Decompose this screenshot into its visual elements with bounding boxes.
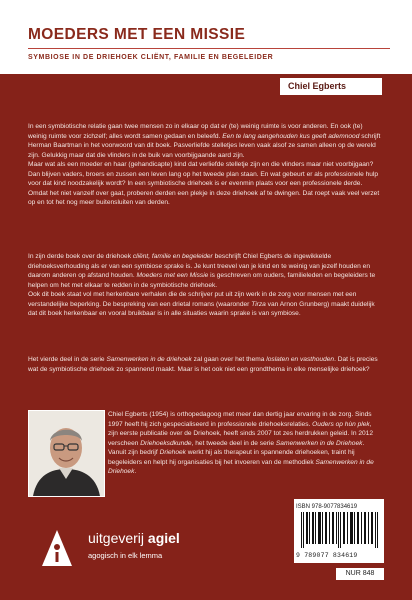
author-bio: Chiel Egberts (1954) is orthopedagoog met meer dan dertig jaar ervaring in de zorg. Sinds 1997 heeft hij zich gespecialiseerd in professionele driehoeksrelaties. Ouders op hùn plek, zijn eerste publicatie over de Driehoek, heeft sinds 2007 tot zes herdrukken geleid. In 2012 verscheen Driehoeksdkunde, het tweede deel in de serie Samenwerken in de Driehoek. Vanuit zijn bedrijf Driehoek werkt hij als therapeut in spannende driehoeken, traint hij begeleiders en helpt hij organisaties bij het invoeren van de methodiek Samenwerken in de Driehoek. [108,411,374,475]
blurb-paragraph: In een symbiotische relatie gaan twee mensen zo in elkaar op dat er (te) weinig ruimte is voor anderen. En ook (te) weinig ruimte voor zichzelf; alles wordt samen gedaan en beleefd. Een te lang aangehouden kus geeft ademnood schrijft Herman Baartman in het voorwoord van dit boek. Pasverliefde stelletjes leven vaak alsof ze samen alleen op de wereld zijn. Gelukkig maar dat die vlinders in de buik van voorbijgaande aard zijn. [28,123,381,159]
blurb-book-description [28,252,382,319]
author-photo [28,410,105,497]
blurb-series-note [28,355,382,374]
title-divider [28,48,390,49]
blurb-paragraph: Ook dit boek staat vol met herkenbare verhalen die de schrijver put uit zijn werk in de zorg voor mensen met een verstandelijke beperking. De bespreking van een drietal romans (waaronder Tirza van Arnon Grunberg) maakt duidelijk dat dit boek herkenbaar en vooral bruikbaar is in alle situaties waarin sprake is van symbiose. [28,291,375,317]
publisher-tagline: agogisch in elk lemma [88,551,163,560]
nur-code: NUR 848 [336,568,384,580]
publisher-name: uitgeverij agiel [88,530,180,546]
cover-header [0,0,412,74]
barcode-number: 9 789077 834619 [296,552,358,559]
blurb-paragraph: Maar wat als een moeder en haar (gehandicapte) kind dat verliefde stelletje zijn en die vlinders maar niet voorbijgaan? Dan blijven vaders, broers en zussen een leven lang op het tweede plan staan. En wat gebeurt er als professionele hulp voor dat kind noodzakelijk wordt? In een symbiotische driehoek is er evenmin plaats voor een professionele derde. [28,161,379,187]
author-portrait-icon [29,411,104,496]
blurb-paragraph: Het vierde deel in de serie Samenwerken in de driehoek zal gaan over het thema loslaten en vasthouden. Dat is precies wat de symbiotische driehoek zo spannend maakt. Maar is het ook niet een grondthema in elke menselijke driehoek? [28,356,378,373]
book-subtitle: SYMBIOSE IN DE DRIEHOEK CLIËNT, FAMILIE EN BEGELEIDER [28,54,274,61]
blurb-intro [28,122,382,208]
isbn-label: ISBN 978-9077834619 [296,504,358,510]
blurb-paragraph: In zijn derde boek over de driehoek cliënt, familie en begeleider beschrijft Chiel Egberts de ingewikkelde driehoeksverhouding als er van een symbiose sprake is. Je kunt treevel van je kind en te weinig van jezelf houden en daarom anderen op afstand houden. Moeders met een Missie is geschreven om ouders, familieleden en begeleiders te helpen om het met elkaar te redden in de symbiotische driehoek. [28,253,376,289]
book-title: MOEDERS MET EEN MISSIE [28,26,246,43]
publisher-logo-icon [40,528,74,570]
blurb-paragraph: Omdat het niet vanzelf over gaat, proberen derden een plekje in deze driehoek af te dwingen. Dat roept vaak veel verzet op en tot het nog meer buitensluiten van derden. [28,189,380,206]
barcode-icon [300,512,380,548]
author-name: Chiel Egberts [280,78,382,95]
